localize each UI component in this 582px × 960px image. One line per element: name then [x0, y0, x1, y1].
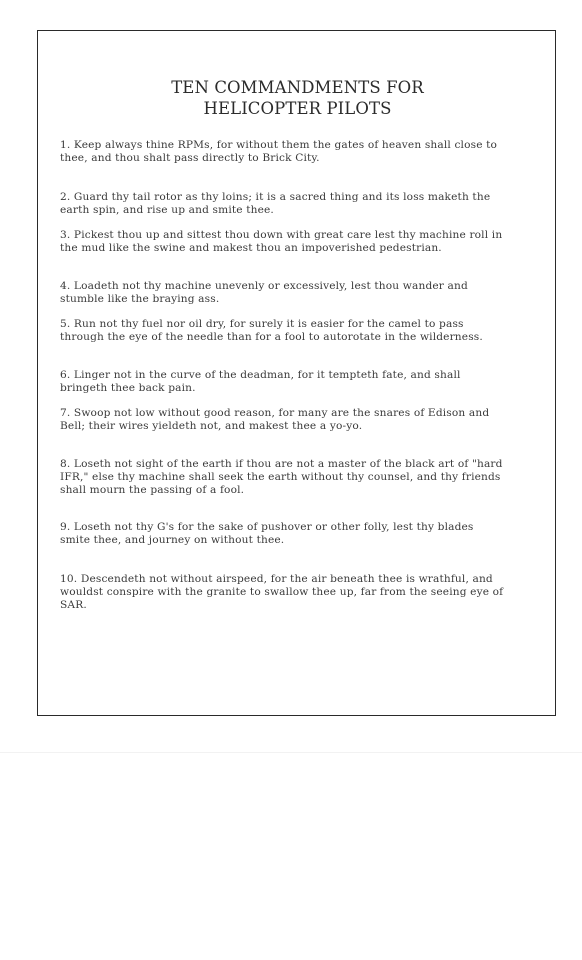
- title-line-1: TEN COMMANDMENTS FOR: [171, 78, 424, 97]
- commandment-6: 6. Linger not in the curve of the deadman, for it tempteth fate, and shall bringeth thee back pain.: [60, 369, 461, 395]
- commandment-3: 3. Pickest thou up and sittest thou down with great care lest thy machine roll in the mud like the swine and makest thou an impoverished pedestrian.: [60, 229, 503, 255]
- document-title: [38, 77, 557, 119]
- page-edge-divider: [0, 752, 582, 753]
- commandment-1: 1. Keep always thine RPMs, for without them the gates of heaven shall close to thee, and thou shalt pass directly to Brick City.: [60, 139, 498, 165]
- commandment-9: 9. Loseth not thy G's for the sake of pushover or other folly, lest thy blades smite thee, and journey on without thee.: [60, 521, 474, 547]
- commandment-8: 8. Loseth not sight of the earth if thou are not a master of the black art of "hard IFR," else thy machine shall seek the earth without thy counsel, and thy friends shall mourn the passing of a fool.: [60, 458, 503, 497]
- commandment-2: 2. Guard thy tail rotor as thy loins; it is a sacred thing and its loss maketh the earth spin, and rise up and smite thee.: [60, 191, 491, 217]
- title-line-2: HELICOPTER PILOTS: [203, 99, 392, 118]
- commandment-10: 10. Descendeth not without airspeed, for the air beneath thee is wrathful, and wouldst conspire with the granite to swallow thee up, far from the seeing eye of SAR.: [60, 573, 504, 612]
- commandment-4: 4. Loadeth not thy machine unevenly or excessively, lest thou wander and stumble like the braying ass.: [60, 280, 468, 306]
- commandment-7: 7. Swoop not low without good reason, for many are the snares of Edison and Bell; their wires yieldeth not, and makest thee a yo-yo.: [60, 407, 490, 433]
- commandment-5: 5. Run not thy fuel nor oil dry, for surely it is easier for the camel to pass through the eye of the needle than for a fool to autorotate in the wilderness.: [60, 318, 483, 344]
